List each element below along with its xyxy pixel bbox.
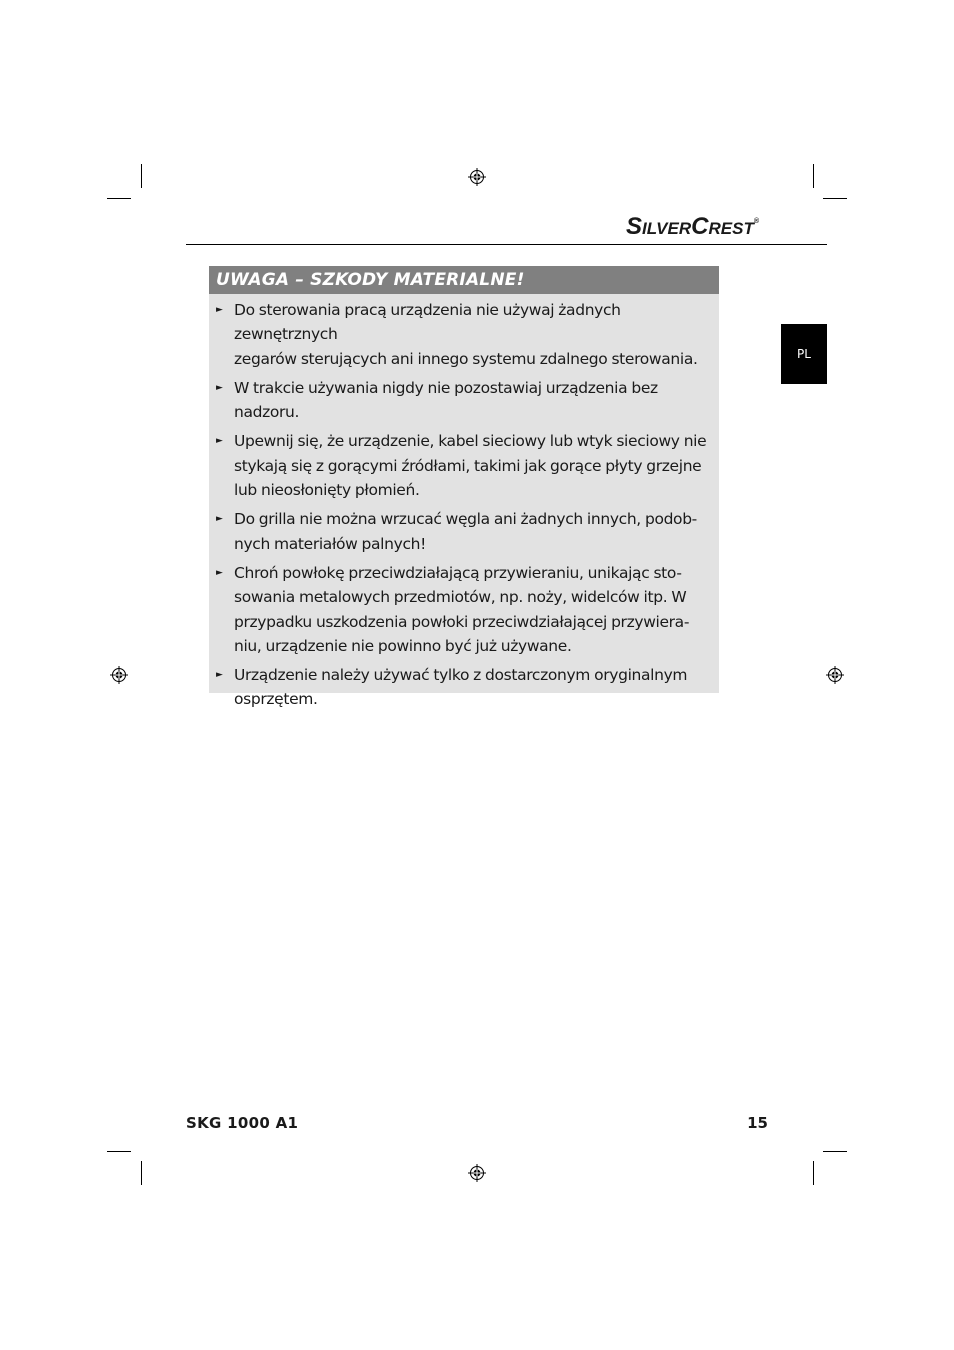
- warning-item-line: W trakcie używania nigdy nie pozostawiaj urządzenia bez: [234, 378, 658, 397]
- warning-heading: UWAGA – SZKODY MATERIALNE!: [209, 266, 719, 294]
- warning-item-line: Urządzenie należy używać tylko z dostarczonym oryginalnym: [234, 666, 688, 685]
- bullet-arrow-icon: ►: [216, 382, 223, 393]
- registration-mark-icon: [826, 666, 844, 684]
- list-item: [209, 507, 719, 556]
- header-rule: [186, 244, 827, 245]
- warning-item-line: osprzętem.: [234, 690, 318, 709]
- bullet-arrow-icon: ►: [216, 670, 223, 681]
- crop-mark-top-left-horizontal: [107, 198, 131, 199]
- warning-item-line: niu, urządzenie nie powinno być już używane.: [234, 636, 572, 655]
- warning-item-line: Chroń powłokę przeciwdziałającą przywieraniu, unikając sto-: [234, 563, 682, 582]
- list-item: [209, 663, 719, 712]
- crop-mark-top-right-horizontal: [823, 198, 847, 199]
- warning-item-line: stykają się z gorącymi źródłami, takimi jak gorące płyty grzejne: [234, 456, 702, 475]
- logo-registered-mark: ®: [753, 218, 759, 225]
- svg-text:SILVERCREST®: [626, 213, 760, 238]
- bullet-arrow-icon: ►: [216, 305, 223, 315]
- registration-mark-icon: [110, 666, 128, 684]
- logo-letter-s: S: [626, 213, 643, 238]
- bullet-arrow-icon: ►: [216, 436, 223, 447]
- warning-box: [209, 266, 719, 709]
- bullet-arrow-icon: ►: [216, 514, 223, 525]
- footer-model: SKG 1000 A1: [186, 1114, 299, 1132]
- crop-mark-bottom-left-vertical: [141, 1161, 142, 1185]
- warning-item-line: zegarów sterujących ani innego systemu zdalnego sterowania.: [234, 349, 698, 368]
- crop-mark-bottom-right-horizontal: [823, 1151, 847, 1152]
- logo-letters-ilver: ILVER: [642, 219, 692, 238]
- warning-item-line: Upewnij się, że urządzenie, kabel sieciowy lub wtyk sieciowy nie: [234, 432, 707, 451]
- warning-item-line: lub nieosłonięty płomień.: [234, 481, 420, 500]
- warning-item-line: Do grilla nie można wrzucać węgla ani żadnych innych, podob-: [234, 510, 697, 529]
- language-tab: PL: [781, 324, 827, 384]
- page-number: 15: [747, 1114, 768, 1132]
- warning-item-line: nych materiałów palnych!: [234, 534, 426, 553]
- warning-item-line: przypadku uszkodzenia powłoki przeciwdziałającej przywiera-: [234, 612, 690, 631]
- warning-list: [209, 294, 719, 712]
- crop-mark-bottom-right-vertical: [813, 1161, 814, 1185]
- bullet-arrow-icon: ►: [216, 567, 223, 578]
- silvercrest-logo: [626, 212, 769, 238]
- list-item: [209, 298, 719, 371]
- crop-mark-top-right-vertical: [813, 164, 814, 188]
- list-item: [209, 429, 719, 502]
- crop-mark-top-left-vertical: [141, 164, 142, 188]
- warning-item-line: Do sterowania pracą urządzenia nie używaj żadnych zewnętrznych: [234, 301, 621, 344]
- logo-letter-c: C: [691, 213, 709, 238]
- list-item: [209, 561, 719, 658]
- registration-mark-icon: [468, 168, 486, 186]
- logo-letters-rest: REST: [708, 219, 754, 238]
- warning-item-line: sowania metalowych przedmiotów, np. noży, widelców itp. W: [234, 588, 687, 607]
- warning-item-line: nadzoru.: [234, 403, 300, 422]
- list-item: [209, 376, 719, 425]
- crop-mark-bottom-left-horizontal: [107, 1151, 131, 1152]
- registration-mark-icon: [468, 1164, 486, 1182]
